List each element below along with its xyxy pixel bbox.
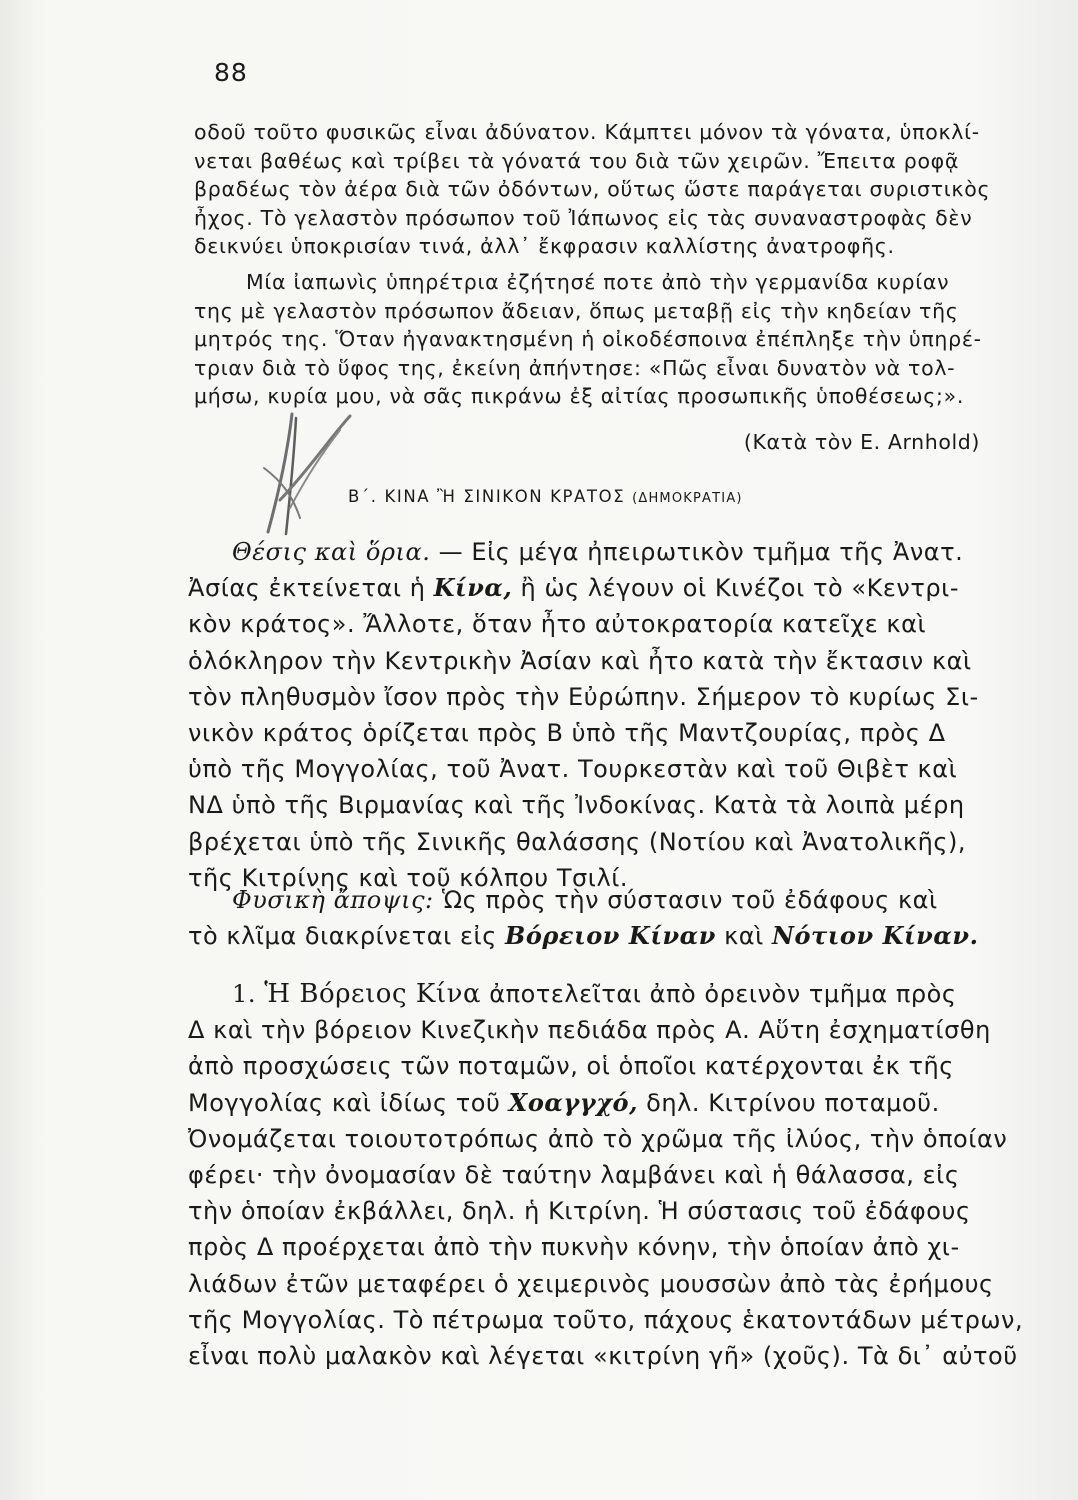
text-line: ὑπὸ τῆς Μογγολίας, τοῦ Ἀνατ. Τουρκεστὰν καὶ τοῦ Θιβὲτ καὶ [188,755,958,784]
text-line: Θέσις καὶ ὅρια. — Εἰς μέγα ἠπειρωτικὸν τμῆμα τῆς Ἀνατ. [232,538,964,566]
term-north-china: Βόρειον Κίναν [505,921,716,951]
text-line: ΝΔ ὑπὸ τῆς Βιρμανίας καὶ τῆς Ἰνδοκίνας. Κατὰ τὰ λοιπὰ μέρη [188,791,965,820]
text-line: μητρός της. Ὅταν ἠγανακτησμένη ἡ οἰκοδέσποινα ἐπέπληξε τὴν ὑπηρέ- [194,327,982,351]
text-line: νικὸν κράτος ὁρίζεται πρὸς Β ὑπὸ τῆς Μαντζουρίας, πρὸς Δ [188,719,946,748]
text-line: δεικνύει ὑποκρισίαν τινά, ἀλλ᾽ ἔκφρασιν καλλίστης ἀνατροφῆς. [194,234,895,258]
text-line: πρὸς Δ προέρχεται ἀπὸ τὴν πυκνὴν κόνην, τὴν ὁποίαν ἀπὸ χι- [188,1233,960,1262]
text-line: Δ καὶ τὴν βόρειον Κινεζικὴν πεδιάδα πρὸς Α. Αὕτη ἐσχηματίσθη [188,1016,991,1045]
term-south-china: Νότιον Κίναν. [772,921,979,951]
subsection-title: Ἡ Βόρειος Κίνα [264,979,482,1009]
term-kina: Κίνα, [433,573,513,603]
text-line: 1. Ἡ Βόρειος Κίνα ἀποτελεῖται ἀπὸ ὀρεινὸν τμῆμα πρὸς [232,979,957,1009]
paragraph-position-borders [188,534,1038,896]
paragraph-japanese-servant [194,268,1039,411]
text-line: νεται βαθέως καὶ τρίβει τὰ γόνατά του διὰ τῶν χειρῶν. Ἔπειτα ροφᾷ [194,148,960,173]
text-line: τὴν ὁποίαν ἐκβάλλει, δηλ. ἡ Κιτρίνη. Ἡ σύστασις τοῦ ἐδάφους [188,1197,971,1226]
subsection-title: Θέσις καὶ ὅρια. [232,538,431,566]
text-line: οδοῦ τοῦτο φυσικῶς εἶναι ἀδύνατον. Κάμπτει μόνον τὰ γόνατα, ὑποκλί- [194,120,980,144]
text-line: εἶναι πολὺ μαλακὸν καὶ λέγεται «κιτρίνη γῆ» (χοῦς). Τὰ δι᾽ αὐτοῦ [188,1342,1018,1371]
page-number: 88 [214,58,248,87]
subsection-title: Φυσικὴ ἄποψις: [232,886,434,914]
text-line: βρέχεται ὑπὸ τῆς Σινικῆς θαλάσσης (Νοτίου καὶ Ἀνατολικῆς), [188,827,967,856]
text-line: Μογγολίας καὶ ἰδίως τοῦ Χοαγγχό, δηλ. Κιτρίνου ποταμοῦ. [188,1087,940,1117]
text-line: τὸν πληθυσμὸν ἴσον πρὸς τὴν Εὐρώπην. Σήμερον τὸ κυρίως Σι- [188,682,979,711]
text-line: τῆς Μογγολίας. Τὸ πέτρωμα τοῦτο, πάχους ἑκατοντάδων μέτρων, [188,1305,1024,1334]
text-line: Ἀσίας ἐκτείνεται ἡ Κίνα, ἢ ὡς λέγουν οἱ Κινέζοι τὸ «Κεντρι- [188,573,960,603]
paragraph-north-china [188,976,1038,1374]
text-line: τριαν διὰ τὸ ὕφος της, ἐκείνη ἀπήντησε: «Πῶς εἶναι δυνατὸν νὰ τολ- [194,355,956,380]
heading-sub: (ΔΗΜΟΚΡΑΤΙΑ) [632,491,743,506]
text-line: βραδέως τὸν ἀέρα διὰ τῶν ὀδόντων, οὕτως ὥστε παράγεται συριστικὸς [194,177,991,201]
term-huang-he: Χοαγγχό, [508,1087,638,1117]
heading-main: Β΄. ΚΙΝΑ Ἢ ΣΙΝΙΚΟΝ ΚΡΑΤΟΣ [348,487,626,506]
text-line: ἀπὸ προσχώσεις τῶν ποταμῶν, οἱ ὁποῖοι κατέρχονται ἐκ τῆς [188,1052,954,1081]
paragraph-physical-view [188,882,1038,954]
section-heading [348,487,743,506]
source-citation: (Κατὰ τὸν E. Arnhold) [743,430,980,454]
text-line: κὸν κράτος». Ἄλλοτε, ὅταν ἦτο αὐτοκρατορία κατεῖχε καὶ [188,610,927,639]
text-line: τὸ κλῖμα διακρίνεται εἰς Βόρειον Κίναν καὶ Νότιον Κίναν. [188,921,979,951]
list-number: 1. [232,980,256,1008]
text-line: της μὲ γελαστὸν πρόσωπον ἄδειαν, ὅπως μεταβῇ εἰς τὴν κηδείαν τῆς [194,298,959,323]
text-line: μήσω, κυρία μου, νὰ σᾶς πικράνω ἐξ αἰτίας προσωπικῆς ὑποθέσεως;». [194,384,965,408]
text-line: ἦχος. Τὸ γελαστὸν πρόσωπον τοῦ Ἰάπωνος εἰς τὰς συναναστροφὰς δὲν [194,205,973,230]
text-line: λιάδων ἐτῶν μεταφέρει ὁ χειμερινὸς μουσσὼν ἀπὸ τὰς ἐρήμους [188,1269,994,1298]
text-line: φέρει· τὴν ὀνομασίαν δὲ ταύτην λαμβάνει καὶ ἡ θάλασσα, εἰς [188,1161,960,1190]
text-line: τῆς Κιτρίνης καὶ τοῦ κόλπου Τσιλί. [188,863,629,892]
handwritten-mark [250,408,360,538]
text-line: Ὀνομάζεται τοιουτοτρόπως ἀπὸ τὸ χρῶμα τῆς ἰλύος, τὴν ὁποίαν [188,1124,1008,1153]
text-line: ὁλόκληρον τὴν Κεντρικὴν Ἀσίαν καὶ ἦτο κατὰ τὴν ἔκτασιν καὶ [188,646,972,675]
text-line: Μία ἰαπωνὶς ὑπηρέτρια ἐζήτησέ ποτε ἀπὸ τὴν γερμανίδα κυρίαν [246,270,950,294]
text-line: Φυσικὴ ἄποψις: Ὡς πρὸς τὴν σύστασιν τοῦ ἐδάφους καὶ [232,886,938,914]
paragraph-japanese-manners [194,118,1039,261]
